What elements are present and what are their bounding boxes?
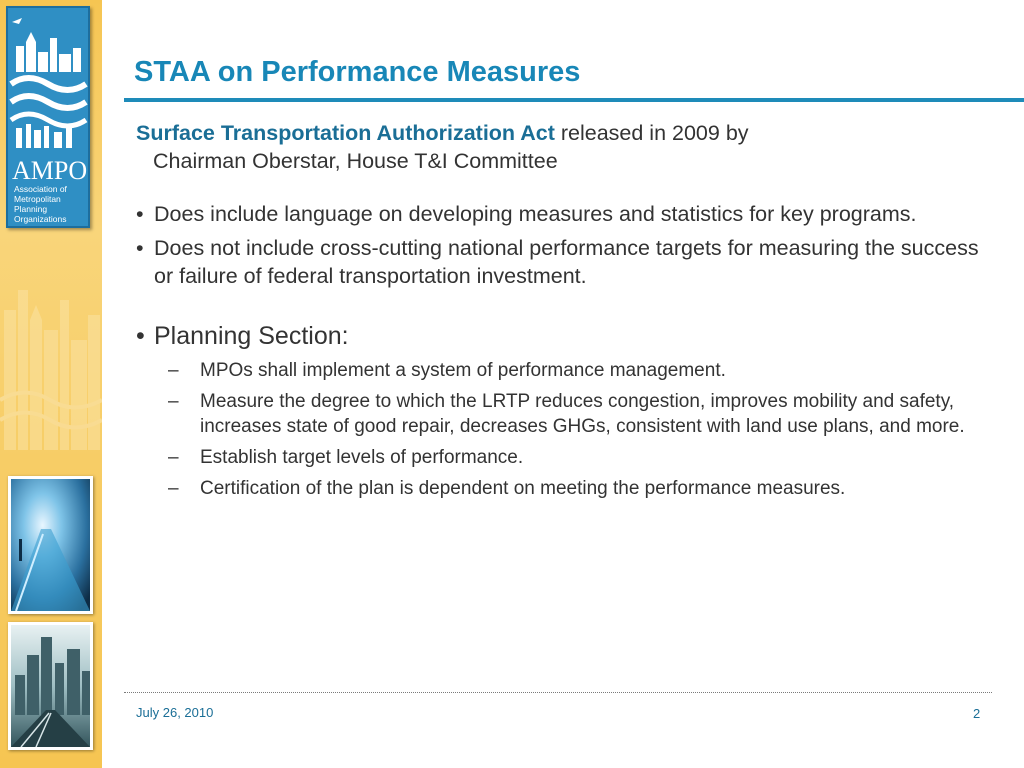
sub-bullet-text: Certification of the plan is dependent on meeting the performance measures. <box>200 478 846 499</box>
sub-bullet-text: Measure the degree to which the LRTP reduces congestion, improves mobility and safety, increases state of good repair, decreases GHGs, consistent with land use plans, and more. <box>200 391 965 437</box>
bullet-marker: • <box>136 236 144 260</box>
sub-bullet-marker: – <box>168 360 179 381</box>
sub-bullet-marker: – <box>168 391 179 412</box>
slide-body <box>136 119 996 501</box>
intro-rest: released in 2009 by <box>554 121 749 145</box>
sidebar-decoration <box>0 0 102 768</box>
bullet-item <box>136 234 996 290</box>
logo-name: AMPO <box>12 156 88 185</box>
skyline-decoration <box>0 250 102 450</box>
sub-bullet-text: Establish target levels of performance. <box>200 447 524 468</box>
title-divider <box>124 98 1024 102</box>
bullet-item <box>136 200 996 228</box>
ampo-logo <box>6 6 90 228</box>
bullet-item <box>136 321 996 351</box>
bullet-marker: • <box>136 322 145 350</box>
bullet-text: Does include language on developing measures and statistics for key programs. <box>154 202 917 226</box>
logo-subtitle: Association of Metropolitan Planning Organizations <box>14 184 67 224</box>
page-number: 2 <box>973 706 981 721</box>
bullet-marker: • <box>136 202 144 226</box>
intro-continuation: Chairman Oberstar, House T&I Committee <box>153 149 558 173</box>
sub-bullet-marker: – <box>168 447 179 468</box>
sub-bullet-marker: – <box>168 478 179 499</box>
sub-bullet-item <box>136 358 996 383</box>
intro-bold: Surface Transportation Authorization Act <box>136 121 555 145</box>
bullet-text: Does not include cross-cutting national performance targets for measuring the success or failure of federal transportation investment. <box>154 236 979 288</box>
slide-title: STAA on Performance Measures <box>134 56 581 88</box>
sub-bullet-text: MPOs shall implement a system of performance management. <box>200 360 726 381</box>
footer-divider <box>124 692 992 693</box>
sub-bullet-item <box>136 445 996 470</box>
sub-bullet-item <box>136 389 996 439</box>
sub-bullet-item <box>136 476 996 501</box>
intro-text <box>136 119 996 175</box>
city-skyline-photo <box>8 622 93 750</box>
footer-date: July 26, 2010 <box>136 705 214 720</box>
city-logo-icon <box>8 8 88 154</box>
transit-tunnel-photo <box>8 476 93 614</box>
bullet-text: Planning Section: <box>154 322 349 350</box>
